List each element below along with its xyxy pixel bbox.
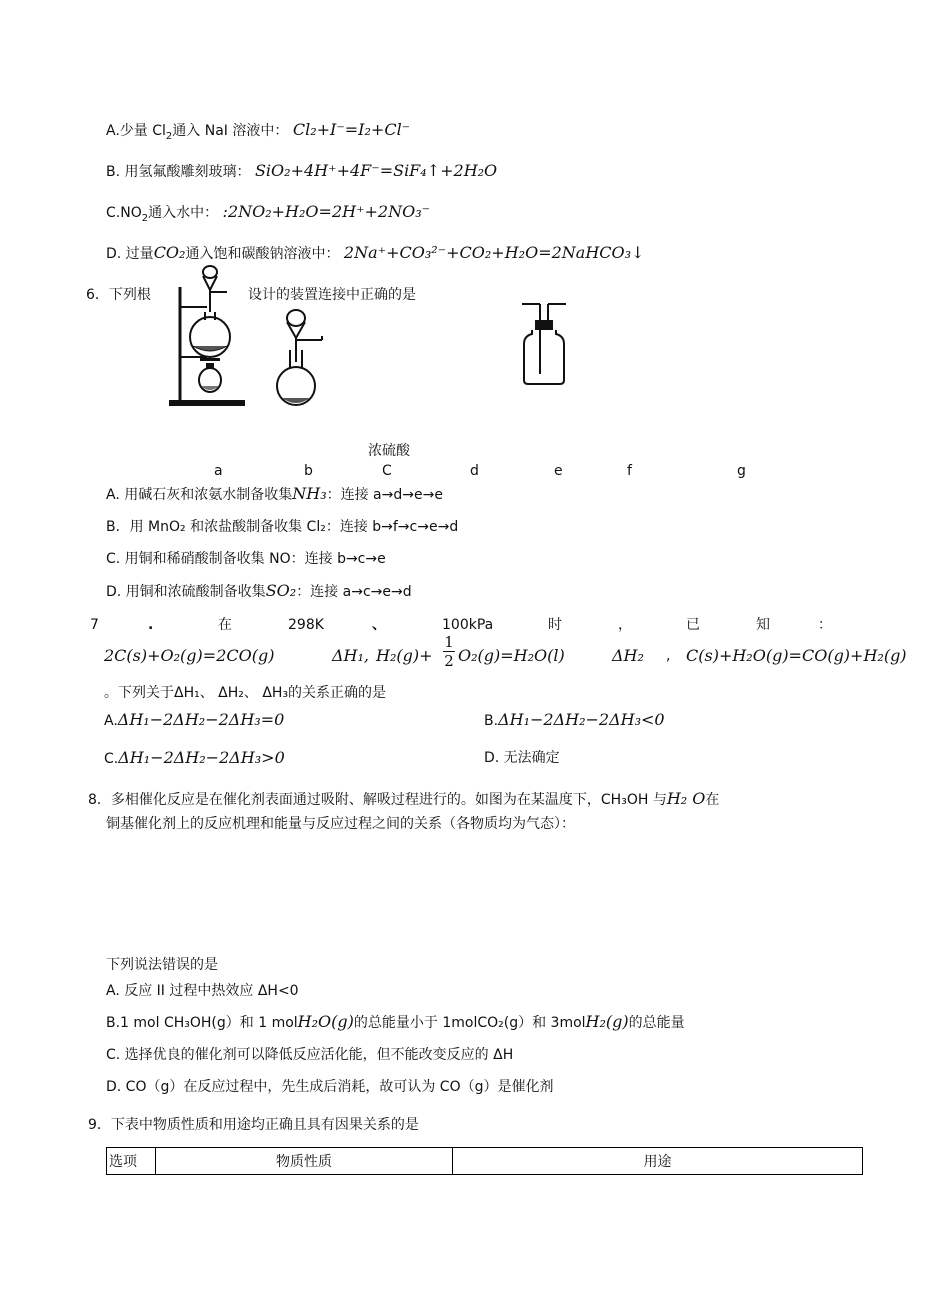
q9-header-use: 用途: [453, 1148, 863, 1175]
q8-b-part3: 的总能量: [628, 1015, 685, 1031]
q7-word-2: .: [148, 617, 154, 633]
q9-table-header-row: [107, 1148, 863, 1175]
q7-word-3: 在: [218, 617, 232, 633]
q7-word-6: 100kPa: [442, 617, 494, 633]
q5-a-prefix: A.少量 Cl: [106, 123, 166, 139]
q6-d-text: D. 用铜和浓硫酸制备收集: [106, 584, 266, 600]
q9-stem: 9．下表中物质性质和用途均正确且具有因果关系的是: [88, 1117, 419, 1133]
q5-a-equation: Cl₂+I⁻=I₂+Cl⁻: [292, 120, 411, 139]
q6-d-tail: ：连接 a→c→e→d: [296, 584, 412, 600]
q7-c-prefix: C.: [104, 751, 119, 767]
q8-option-a: A. 反应 II 过程中热效应 ΔH<0: [106, 983, 299, 999]
q6-stem-end: 设计的装置连接中正确的是: [248, 287, 416, 303]
q9-header-property: 物质性质: [156, 1148, 453, 1175]
q6-a-formula: NH₃: [292, 484, 327, 503]
q7-dh2: ΔH₂: [612, 646, 644, 665]
q8-b-h2: H₂(g): [585, 1012, 629, 1031]
q5-d-equation: 2Na⁺+CO₃²⁻+CO₂+H₂O=2NaHCO₃↓: [343, 243, 645, 262]
q7-comma: ,: [666, 648, 671, 664]
q8-b-h2o: H₂O(g): [297, 1012, 354, 1031]
q8-option-b: [106, 1012, 685, 1033]
q5-option-c: [106, 202, 430, 229]
q8-question: 下列说法错误的是: [106, 957, 218, 973]
q5-option-a: [106, 120, 410, 147]
q5-c-mid: 通入水中：: [148, 205, 219, 221]
q8-stem-line-2: 铜基催化剂上的反应机理和能量与反应过程之间的关系（各物质均为气态）：: [106, 816, 575, 832]
q7-word-7: 时: [548, 617, 562, 633]
q7-half-fraction: [443, 633, 455, 670]
q7-option-a: [104, 710, 284, 731]
apparatus-label-d: d: [470, 463, 479, 479]
q7-question: 。下列关于ΔH₁、 ΔH₂、 ΔH₃的关系正确的是: [104, 685, 387, 701]
q5-option-b: [106, 161, 497, 182]
q9-table: [106, 1147, 863, 1175]
q7-b-prefix: B.: [484, 713, 499, 729]
q8-h2o: H₂ O: [666, 789, 706, 808]
q7-a-prefix: A.: [104, 713, 118, 729]
apparatus-label-f: f: [627, 463, 632, 479]
q6-a-tail: ：连接 a→d→e→e: [326, 487, 443, 503]
q9-header-option: 选项: [107, 1148, 156, 1175]
apparatus-label-e: e: [554, 463, 563, 479]
q5-a-mid: 通入 NaI 溶液中：: [172, 123, 289, 139]
q7-a-equation: ΔH₁−2ΔH₂−2ΔH₃=0: [117, 710, 285, 729]
apparatus-b-image: [274, 302, 334, 410]
apparatus-label-g: g: [737, 463, 746, 479]
q7-half-denominator: 2: [444, 652, 454, 670]
q5-c-prefix: C.NO: [106, 205, 142, 221]
apparatus-a-image: [165, 262, 250, 410]
q7-equation-2a: H₂(g)+: [376, 646, 433, 665]
q6-option-b: B．用 MnO₂ 和浓盐酸制备收集 Cl₂：连接 b→f→c→e→d: [106, 519, 459, 535]
q7-half-numerator: 1: [444, 633, 454, 651]
q8-option-d: D. CO（g）在反应过程中，先生成后消耗，故可认为 CO（g）是催化剂: [106, 1079, 554, 1095]
q6-d-formula: SO₂: [265, 581, 297, 600]
q5-b-prefix: B. 用氢氟酸雕刻玻璃：: [106, 164, 251, 180]
q7-word-5: 、: [372, 617, 386, 633]
q8-b-part1: B.1 mol CH₃OH(g）和 1 mol: [106, 1015, 298, 1031]
q7-equation-2b: O₂(g)=H₂O(l): [458, 646, 565, 665]
q7-b-equation: ΔH₁−2ΔH₂−2ΔH₃<0: [498, 710, 665, 729]
apparatus-g-image: [518, 296, 570, 386]
q5-a-sub: 2: [165, 130, 173, 142]
q7-word-10: 知: [756, 617, 770, 633]
q5-option-d: [106, 243, 644, 264]
q8-option-c: C. 选择优良的催化剂可以降低反应活化能，但不能改变反应的 ΔH: [106, 1047, 514, 1063]
q5-c-sub: 2: [141, 212, 149, 224]
q6-option-c: C. 用铜和稀硝酸制备收集 NO：连接 b→c→e: [106, 551, 386, 567]
q5-d-co2: CO₂: [153, 243, 186, 262]
q5-d-mid: 通入饱和碳酸钠溶液中：: [185, 246, 340, 262]
q7-dh1: ΔH₁,: [332, 646, 370, 665]
q7-option-d: D. 无法确定: [484, 750, 560, 766]
q6-option-a: [106, 484, 443, 505]
q6-a-text: A. 用碱石灰和浓氨水制备收集: [106, 487, 293, 503]
q7-word-8: ，: [618, 617, 632, 633]
q7-option-c: [104, 748, 285, 769]
apparatus-label-b: b: [304, 463, 313, 479]
q7-option-b: [484, 710, 665, 731]
q7-word-9: 已: [686, 617, 700, 633]
q6-option-d: [106, 581, 412, 602]
q7-equation-1: 2C(s)+O₂(g)=2CO(g): [104, 646, 275, 665]
q5-d-prefix: D. 过量: [106, 246, 154, 262]
q7-equation-3: C(s)+H₂O(g)=CO(g)+H₂(g): [686, 646, 907, 665]
q7-c-equation: ΔH₁−2ΔH₂−2ΔH₃>0: [118, 748, 285, 767]
conc-sulfuric-acid-label: 浓硫酸: [368, 443, 410, 459]
q5-b-equation: SiO₂+4H⁺+4F⁻=SiF₄↑+2H₂O: [254, 161, 498, 180]
q8-stem-line-1: [88, 789, 719, 810]
apparatus-label-c: C: [382, 463, 392, 479]
q8-stem-1b: 在: [705, 792, 720, 808]
q7-word-4: 298K: [288, 617, 324, 633]
q8-stem-1a: 8．多相催化反应是在催化剂表面通过吸附、解吸过程进行的。如图为在某温度下，CH₃OH 与: [88, 792, 667, 808]
q7-word-1: 7: [90, 617, 99, 633]
q5-c-equation: :2NO₂+H₂O=2H⁺+2NO₃⁻: [222, 202, 431, 221]
q7-word-11: ：: [818, 617, 832, 633]
apparatus-label-a: a: [214, 463, 223, 479]
q6-stem-start: 6．下列根: [86, 287, 151, 303]
q8-b-part2: 的总能量小于 1molCO₂(g）和 3mol: [353, 1015, 586, 1031]
